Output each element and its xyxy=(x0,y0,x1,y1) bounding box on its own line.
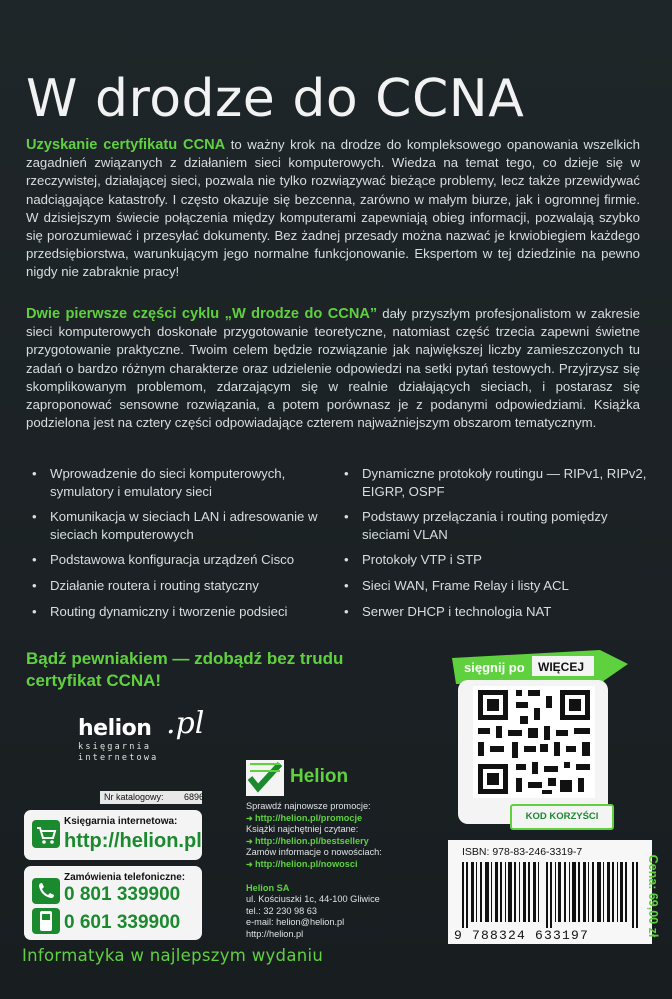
catalog-number xyxy=(100,791,202,804)
helion-pl-subtitle-2: internetowa xyxy=(78,753,159,763)
list-item: • Routing dynamiczny i tworzenie podsieci xyxy=(28,603,340,621)
helion-info xyxy=(246,801,426,941)
helion-pl-suffix: .pl xyxy=(166,706,205,741)
online-shop-box[interactable] xyxy=(24,810,202,860)
qr-card[interactable] xyxy=(458,680,608,824)
phone-icon xyxy=(32,878,60,934)
barcode-icon xyxy=(462,862,640,928)
helion-checkmark-logo-icon xyxy=(246,760,284,796)
promo-label: Sprawdź najnowsze promocje: xyxy=(246,801,371,811)
helion-wordmark: helion xyxy=(78,716,152,741)
online-shop-label: Księgarnia internetowa: xyxy=(64,816,178,827)
intro-paragraph xyxy=(26,136,640,282)
barcode-box xyxy=(448,840,652,944)
qr-badge: KOD KORZYŚCI xyxy=(510,804,614,830)
list-item: • Podstawy przełączania i routing pomiędzy sieciami VLAN xyxy=(340,508,652,543)
list-item: • Podstawowa konfiguracja urządzeń Cisco xyxy=(28,551,340,569)
company-website[interactable]: http://helion.pl xyxy=(246,928,304,939)
second-text: dały przyszłym profesjonalistom w zakresie sieci komputerowych doskonałe przygotowanie teoretyczne, natomiast część trzecia zapewni świetne przygotowanie praktyczne. Twoim celem będzie rozwiązanie jak największej liczby zamieszczonych tu zadań o bardzo różnym charakterze oraz udzielenie odpowiedzi na setki pytań testowych. Przyjrzysz się skomplikowanym problemom, zdarzającym się w realnie działających sieciach, i postarasz się zaproponować sensowne rozwiązania, a potem porównasz je z podanymi odpowiedziami. Książka podzielona jest na cztery części odpowiadające czterem najważniejszym obszarom tematycznym. xyxy=(26,306,640,431)
ean-number: 9 788324 633197 xyxy=(454,928,590,943)
catalog-value: 6896 xyxy=(183,792,204,802)
helion-pl-subtitle-1: księgarnia xyxy=(78,742,152,752)
phone-number-1[interactable]: 0 801 339900 xyxy=(64,884,181,905)
list-item: • Wprowadzenie do sieci komputerowych, symulatory i emulatory sieci xyxy=(28,465,340,500)
company-phone: tel.: 32 230 98 63 xyxy=(246,905,318,916)
promo-link[interactable]: ➜ http://helion.pl/promocje xyxy=(246,813,426,825)
price-text: Cena: 69,00 zł xyxy=(646,854,660,938)
list-item: • Protokoły VTP i STP xyxy=(340,551,652,569)
online-shop-url[interactable]: http://helion.pl xyxy=(64,830,202,852)
phone-orders-label: Zamówienia telefoniczne: xyxy=(64,872,186,883)
tagline: Informatyka w najlepszym wydaniu xyxy=(22,946,324,965)
bestsellers-label: Książki najchętniej czytane: xyxy=(246,824,359,835)
list-item: • Serwer DHCP i technologia NAT xyxy=(340,603,652,621)
list-item: • Komunikacja w sieciach LAN i adresowanie w sieciach komputerowych xyxy=(28,508,340,543)
list-item: • Działanie routera i routing statyczny xyxy=(28,577,340,595)
company-email[interactable]: e-mail: helion@helion.pl xyxy=(246,917,345,928)
qr-banner-left: sięgnij po xyxy=(464,660,525,675)
topics-list-left xyxy=(28,465,340,628)
company-street: ul. Kościuszki 1c, 44-100 Gliwice xyxy=(246,894,380,905)
news-link[interactable]: ➜ http://helion.pl/nowosci xyxy=(246,859,426,871)
intro-text: to ważny krok na drodze do kompleksowego opanowania wszelkich zagadnień związanych z działaniem sieci komputerowych. Wiedza na temat tego, co dzieje się w rzeczywistej, działającej sieci, pozwala nie tylko rozwiązywać bieżące problemy, lecz także przewidywać nadciągające katastrofy. I często okazuje się bezcenna, zarówno w małym biurze, jak i ogromnej firmie. W dzisiejszym świecie połączenia między komputerami zapewniają obieg informacji, pozwalają szybko się porozumiewać i przesyłać dokumenty. Bez żadnej przesady można nazwać je krwiobiegiem każdego przedsiębiorstwa, warunkującym jego normalne funkcjonowanie. Ekspertom w tej dziedzinie na pewno nigdy nie zabraknie pracy! xyxy=(26,137,640,280)
helion-name: Helion xyxy=(290,766,349,787)
news-label: Zamów informacje o nowościach: xyxy=(246,847,382,858)
shopping-cart-icon xyxy=(32,820,60,848)
qr-banner-right: WIĘCEJ xyxy=(538,660,585,674)
book-title: W drodze do CCNA xyxy=(26,68,525,129)
bestsellers-link[interactable]: ➜ http://helion.pl/bestsellery xyxy=(246,836,426,848)
isbn-label: ISBN: 978-83-246-3319-7 xyxy=(462,846,583,858)
phone-orders-box xyxy=(24,866,202,940)
price xyxy=(636,846,670,946)
qr-banner xyxy=(450,650,630,684)
second-paragraph xyxy=(26,305,640,432)
intro-lead: Uzyskanie certyfikatu CCNA xyxy=(26,137,226,153)
second-lead: Dwie pierwsze części cyklu „W drodze do CCNA” xyxy=(26,306,378,322)
catalog-label: Nr katalogowy: xyxy=(104,792,164,802)
call-to-action: Bądź pewniakiem — zdobądź bez trudu certyfikat CCNA! xyxy=(26,649,344,690)
company-name: Helion SA xyxy=(246,882,290,893)
helion-pl-logo xyxy=(78,706,208,786)
qr-code-icon xyxy=(458,680,608,824)
helion-brand xyxy=(246,760,386,796)
phone-number-2[interactable]: 0 601 339900 xyxy=(64,912,181,933)
topics-list-right xyxy=(340,465,652,628)
list-item: • Dynamiczne protokoły routingu — RIPv1, RIPv2, EIGRP, OSPF xyxy=(340,465,652,500)
list-item: • Sieci WAN, Frame Relay i listy ACL xyxy=(340,577,652,595)
